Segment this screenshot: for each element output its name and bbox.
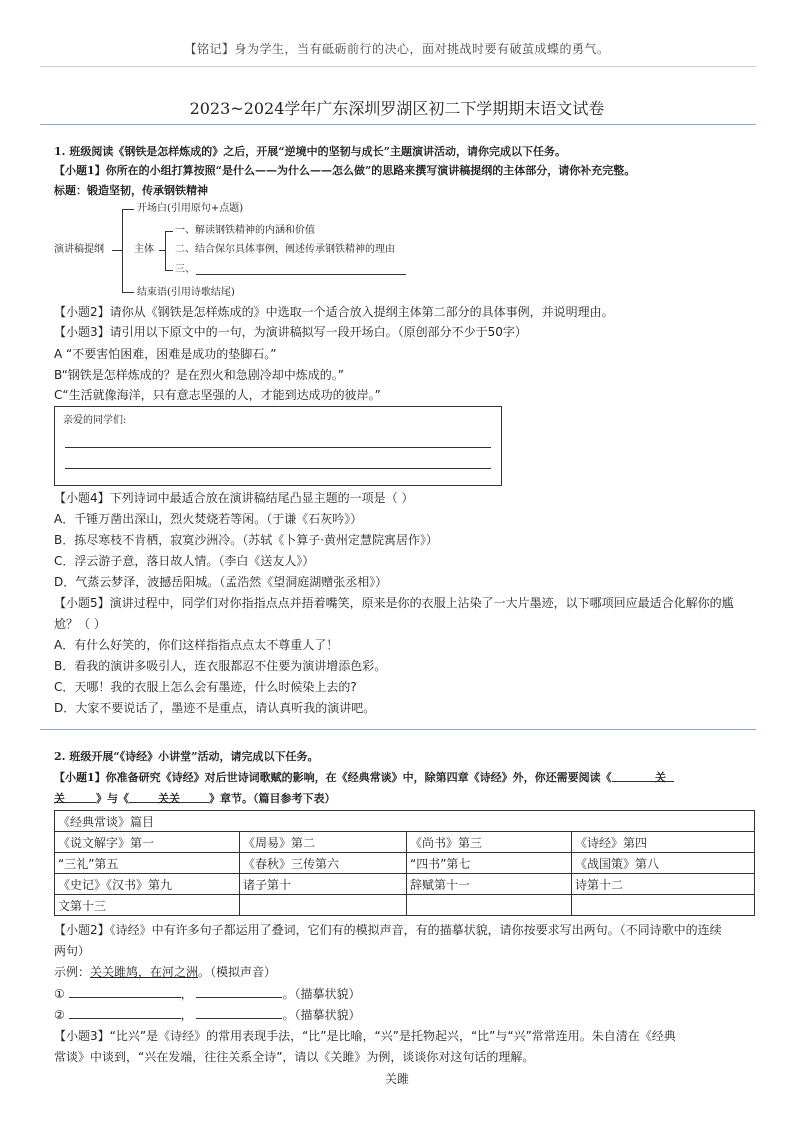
table-cell: 《春秋》三传第六 — [240, 853, 407, 874]
q1-sub5: 【小题5】演讲过程中，同学们对你指指点点并捂着嘴笑，原来是你的衣服上沾染了一大片墨迹，以下哪项回应最适合化解你的尴 — [54, 596, 734, 610]
example-quote: 关关雎鸠，在河之洲 — [90, 965, 199, 979]
table-cell: 辞赋第十一 — [407, 874, 572, 895]
question-divider — [40, 729, 756, 730]
q1-sub3-option-c: C“生活就像海洋，只有意志坚强的人，才能到达成功的彼岸。” — [54, 388, 381, 402]
outline-opening: 开场白(引用原句+点题) — [137, 203, 244, 214]
answer-blank[interactable] — [196, 985, 282, 998]
q2-blank2[interactable]: 关关 — [129, 790, 209, 803]
answer-box-greeting: 亲爱的同学们: — [63, 415, 127, 426]
q2-sub1-cont: 关 》与《 关关 》章节。（篇目参考下表） — [54, 792, 336, 805]
table-cell: 诸子第十 — [240, 874, 407, 895]
outline-item3: 三、 — [175, 264, 195, 275]
q1-sub3: 【小题3】请引用以下原文中的一句，为演讲稿拟写一段开场白。（原创部分不少于50字） — [54, 325, 527, 339]
poem-title: 关雎 — [384, 1072, 409, 1086]
motto-header: 【铭记】身为学生，当有砥砺前行的决心，面对挑战时要有破茧成蝶的勇气。 — [184, 42, 610, 56]
q1-sub5-option-b[interactable]: B．看我的演讲多吸引人，连衣服都忍不住要为演讲增添色彩。 — [54, 659, 387, 673]
answer-box[interactable] — [54, 406, 502, 486]
table-cell: 文第十三 — [55, 895, 240, 916]
chapter-table — [54, 810, 755, 916]
outline-tick — [165, 270, 173, 271]
table-cell: 诗第十二 — [572, 874, 755, 895]
exam-title: 2023~2024学年广东深圳罗湖区初二下学期期末语文试卷 — [189, 99, 605, 118]
q1-sub5-option-c[interactable]: C．天哪！我的衣服上怎么会有墨迹，什么时候染上去的? — [54, 680, 357, 694]
table-row — [55, 832, 755, 853]
table-cell: 《战国策》第八 — [572, 853, 755, 874]
table-row — [55, 895, 755, 916]
answer-blank[interactable] — [69, 1006, 181, 1019]
outline-item2: 二、结合保尔具体事例，阐述传承钢铁精神的理由 — [175, 244, 395, 255]
table-header-row — [55, 811, 755, 832]
q1-sub1: 【小题1】你所在的小组打算按照“是什么——为什么——怎么做”的思路来撰写演讲稿提纲的主体部分，请你补充完整。 — [54, 164, 636, 177]
table-cell — [407, 895, 572, 916]
q1-sub2: 【小题2】请你从《钢铁是怎样炼成的》中选取一个适合放入提纲主体第二部分的具体事例，并说明理由。 — [54, 305, 614, 319]
q1-sub3-option-a: A “不要害怕困难，困难是成功的垫脚石。” — [54, 347, 277, 361]
table-cell: “四书”第七 — [407, 853, 572, 874]
outline-ending: 结束语(引用诗歌结尾) — [137, 287, 235, 298]
outline-body: 主体 — [134, 244, 154, 255]
table-cell — [572, 895, 755, 916]
q1-sub5-cont: 尬？（ ） — [54, 617, 106, 631]
outline-bracket — [122, 209, 123, 293]
title-divider — [40, 124, 756, 125]
q2-stem: 2. 班级开展“《诗经》小讲堂”活动，请完成以下任务。 — [54, 750, 319, 763]
answer-row-2: ② ， 。（描摹状貌） — [54, 1008, 361, 1022]
table-row — [55, 853, 755, 874]
outline-connector — [112, 250, 122, 251]
q2-example: 示例：关关雎鸠，在河之洲。（模拟声音） — [54, 965, 277, 979]
table-row — [55, 874, 755, 895]
table-cell: “三礼”第五 — [55, 853, 240, 874]
outline-tick — [122, 292, 134, 293]
outline-tick — [165, 231, 173, 232]
q1-sub5-option-a[interactable]: A．有什么好笑的，你们这样指指点点太不尊重人了！ — [54, 638, 339, 652]
answer-line — [65, 447, 491, 448]
outline-title: 标题：锻造坚韧，传承钢铁精神 — [54, 184, 208, 197]
table-cell: 《史记》《汉书》第九 — [55, 874, 240, 895]
q2-blank1-part2[interactable]: 关 — [54, 790, 96, 803]
q1-sub4-option-c[interactable]: C．浮云游子意，落日故人情。（李白《送友人》） — [54, 554, 315, 568]
q1-sub4: 【小题4】下列诗词中最适合放在演讲稿结尾凸显主题的一项是（ ） — [54, 491, 414, 505]
answer-blank[interactable] — [69, 985, 181, 998]
q2-sub3: 【小题3】“比兴”是《诗经》的常用表现手法，“比”是比喻，“兴”是托物起兴，“比”与“兴”常常连用。朱自清在《经典 — [54, 1029, 676, 1043]
q2-sub1-text: 【小题1】你准备研究《诗经》对后世诗词歌赋的影响，在《经典常谈》中，除第四章《诗经》外，你还需要阅读《 — [54, 771, 612, 784]
q1-sub4-option-a[interactable]: A．千锤万凿出深山，烈火焚烧若等闲。（于谦《石灰吟》） — [54, 512, 363, 526]
answer-line — [65, 468, 491, 469]
table-cell: 《周易》第二 — [240, 832, 407, 853]
q2-sub2: 【小题2】《诗经》中有许多句子都运用了叠词，它们有的模拟声音，有的描摹状貌，请你按要求写出两句。（不同诗歌中的连续 — [54, 923, 722, 937]
table-header: 《经典常谈》篇目 — [55, 811, 755, 832]
q1-sub3-option-b: B“钢铁是怎样炼成的？是在烈火和急剧冷却中炼成的。” — [54, 368, 345, 382]
q2-sub1 — [54, 769, 674, 787]
outline-tick — [122, 209, 134, 210]
outline-root: 演讲稿提纲 — [54, 244, 104, 255]
outline-item1: 一、解读钢铁精神的内涵和价值 — [175, 225, 315, 236]
q1-stem: 1. 班级阅读《钢铁是怎样炼成的》之后，开展“逆境中的坚韧与成长”主题演讲活动，请你完成以下任务。 — [54, 145, 566, 158]
table-cell: 《尚书》第三 — [407, 832, 572, 853]
table-cell — [240, 895, 407, 916]
table-cell: 《诗经》第四 — [572, 832, 755, 853]
outline-bracket — [165, 231, 166, 271]
q1-sub4-option-d[interactable]: D．气蒸云梦泽，波撼岳阳城。（孟浩然《望洞庭湖赠张丞相》） — [54, 575, 388, 589]
table-cell: 《说文解字》第一 — [55, 832, 240, 853]
answer-blank[interactable] — [196, 1006, 282, 1019]
q1-sub5-option-d[interactable]: D．大家不要说话了，墨迹不是重点，请认真听我的演讲吧。 — [54, 701, 376, 715]
header-divider — [40, 66, 756, 67]
outline-answer-line[interactable] — [196, 274, 406, 275]
q2-sub3-cont: 常谈》中谈到，“兴在发端，往往关系全诗”，请以《关雎》为例，谈谈你对这句话的理解。 — [54, 1050, 535, 1064]
q2-sub2-cont: 两句） — [54, 944, 91, 958]
q1-sub4-option-b[interactable]: B．拣尽寒枝不肯栖，寂寞沙洲冷。（苏轼《卜算子·黄州定慧院寓居作》） — [54, 533, 439, 547]
answer-row-1: ① ， 。（描摹状貌） — [54, 987, 361, 1001]
q2-blank1-part1[interactable]: 关 — [612, 769, 674, 782]
